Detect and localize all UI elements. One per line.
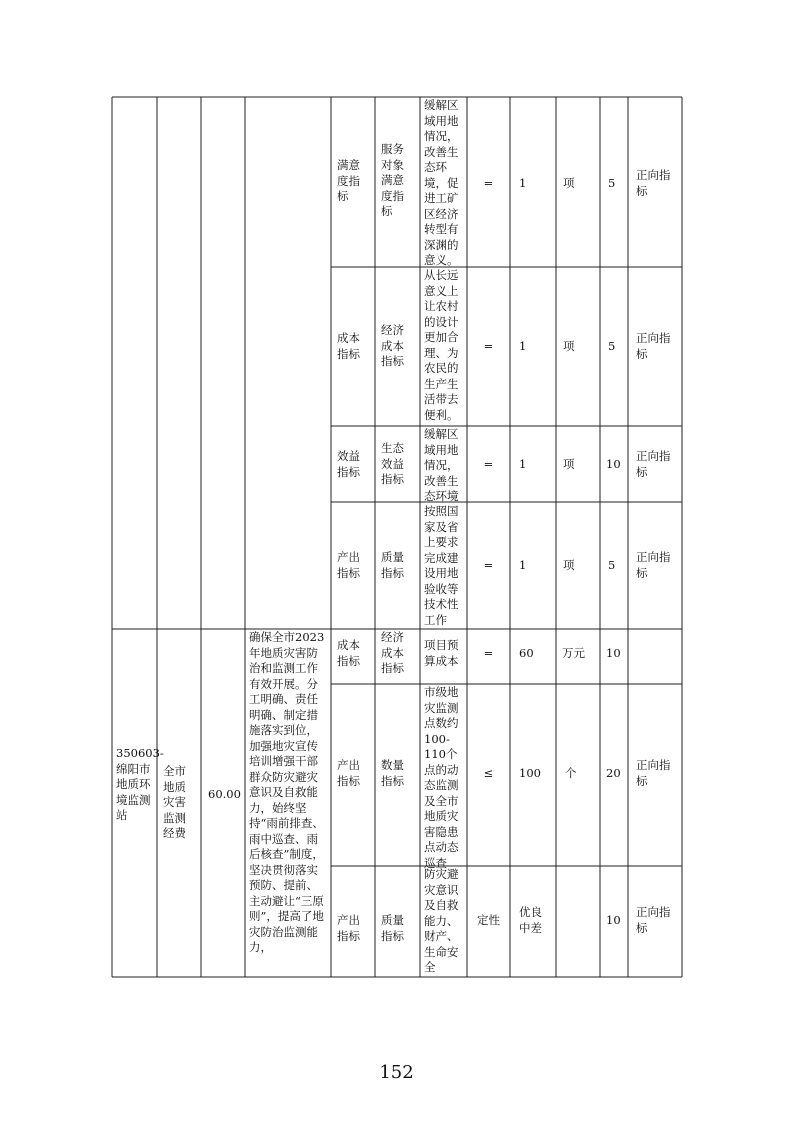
weight-cell: 10 — [606, 646, 621, 660]
unit-cell: 个 — [565, 766, 577, 780]
operator-cell: = — [483, 646, 494, 660]
level3-cell: 质量指标 — [381, 913, 404, 943]
value-cell: 60 — [519, 646, 534, 660]
content-cell: 从长远意义上让农村的设计更加合理、为农民的生产生活带去便利。 — [424, 268, 459, 422]
weight-cell: 5 — [608, 558, 616, 572]
value-cell: 1 — [519, 457, 527, 471]
unit-name-cell: 350603-绵阳市地质环境监测站 — [116, 746, 164, 822]
direction-cell: 正向指标 — [636, 168, 671, 198]
level3-cell: 数量指标 — [381, 758, 404, 788]
unit-cell: 项 — [563, 457, 575, 471]
level3-cell: 经济成本指标 — [381, 630, 404, 675]
level3-cell: 经济成本指标 — [381, 323, 404, 368]
direction-cell: 正向指标 — [636, 550, 671, 580]
operator-cell: = — [483, 558, 494, 572]
weight-cell: 10 — [606, 913, 621, 927]
content-cell: 市级地灾监测点数约100-110个点的动态监测及全市地质灾害隐患点动态巡查 — [424, 685, 459, 870]
weight-cell: 10 — [606, 457, 621, 471]
level2-cell: 成本指标 — [337, 638, 360, 668]
content-cell: 防灾避灾意识及自救能力、财产、生命安全 — [424, 867, 459, 974]
operator-cell: ≤ — [483, 766, 494, 780]
page-number: 152 — [379, 1062, 414, 1083]
level2-cell: 产出指标 — [337, 550, 360, 580]
value-cell: 1 — [519, 558, 527, 572]
level2-cell: 产出指标 — [337, 913, 360, 943]
unit-cell: 项 — [563, 558, 575, 572]
value-cell: 优良中差 — [519, 905, 542, 935]
weight-cell: 5 — [608, 176, 616, 190]
weight-cell: 20 — [606, 766, 621, 780]
operator-cell: = — [483, 457, 494, 471]
value-cell: 1 — [519, 176, 527, 190]
operator-cell: = — [483, 339, 494, 353]
content-cell: 按照国家及省上要求完成建设用地验收等技术性工作 — [424, 504, 459, 627]
level3-cell: 服务对象满意度指标 — [381, 142, 404, 218]
direction-cell: 正向指标 — [636, 905, 671, 935]
value-cell: 100 — [519, 766, 541, 780]
content-cell: 缓解区域用地情况，改善生态环境 — [424, 427, 459, 503]
operator-cell: = — [483, 176, 494, 190]
level3-cell: 质量指标 — [381, 550, 404, 580]
weight-cell: 5 — [608, 339, 616, 353]
value-cell: 1 — [519, 339, 527, 353]
goal-cell: 确保全市2023年地质灾害防治和监测工作有效开展。分工明确、责任明确、制定措施落实到位，加强地灾宣传培训增强干部群众防灾避灾意识及自救能力，始终坚持“雨前排查、雨中巡查、雨后核查”制度，坚决贯彻落实预防、提前、主动避让“三原则”，提高了地灾防治监测能力， — [249, 630, 325, 954]
level2-cell: 满意度指标 — [337, 158, 360, 203]
level2-cell: 效益指标 — [337, 449, 360, 479]
operator-cell: 定性 — [477, 913, 500, 927]
level2-cell: 产出指标 — [337, 758, 360, 788]
unit-cell: 项 — [563, 176, 575, 190]
direction-cell: 正向指标 — [636, 758, 671, 788]
project-name-cell: 全市地质灾害监测经费 — [163, 764, 186, 840]
direction-cell: 正向指标 — [636, 331, 671, 361]
content-cell: 缓解区域用地情况，改善生态环境，促进工矿区经济转型有深渊的意义。 — [424, 98, 459, 267]
level2-cell: 成本指标 — [337, 331, 360, 361]
amount-cell: 60.00 — [208, 787, 241, 801]
unit-cell: 万元 — [562, 646, 585, 660]
unit-cell: 项 — [563, 339, 575, 353]
direction-cell: 正向指标 — [636, 449, 671, 479]
level3-cell: 生态效益指标 — [381, 441, 404, 486]
content-cell: 项目预算成本 — [424, 638, 459, 668]
